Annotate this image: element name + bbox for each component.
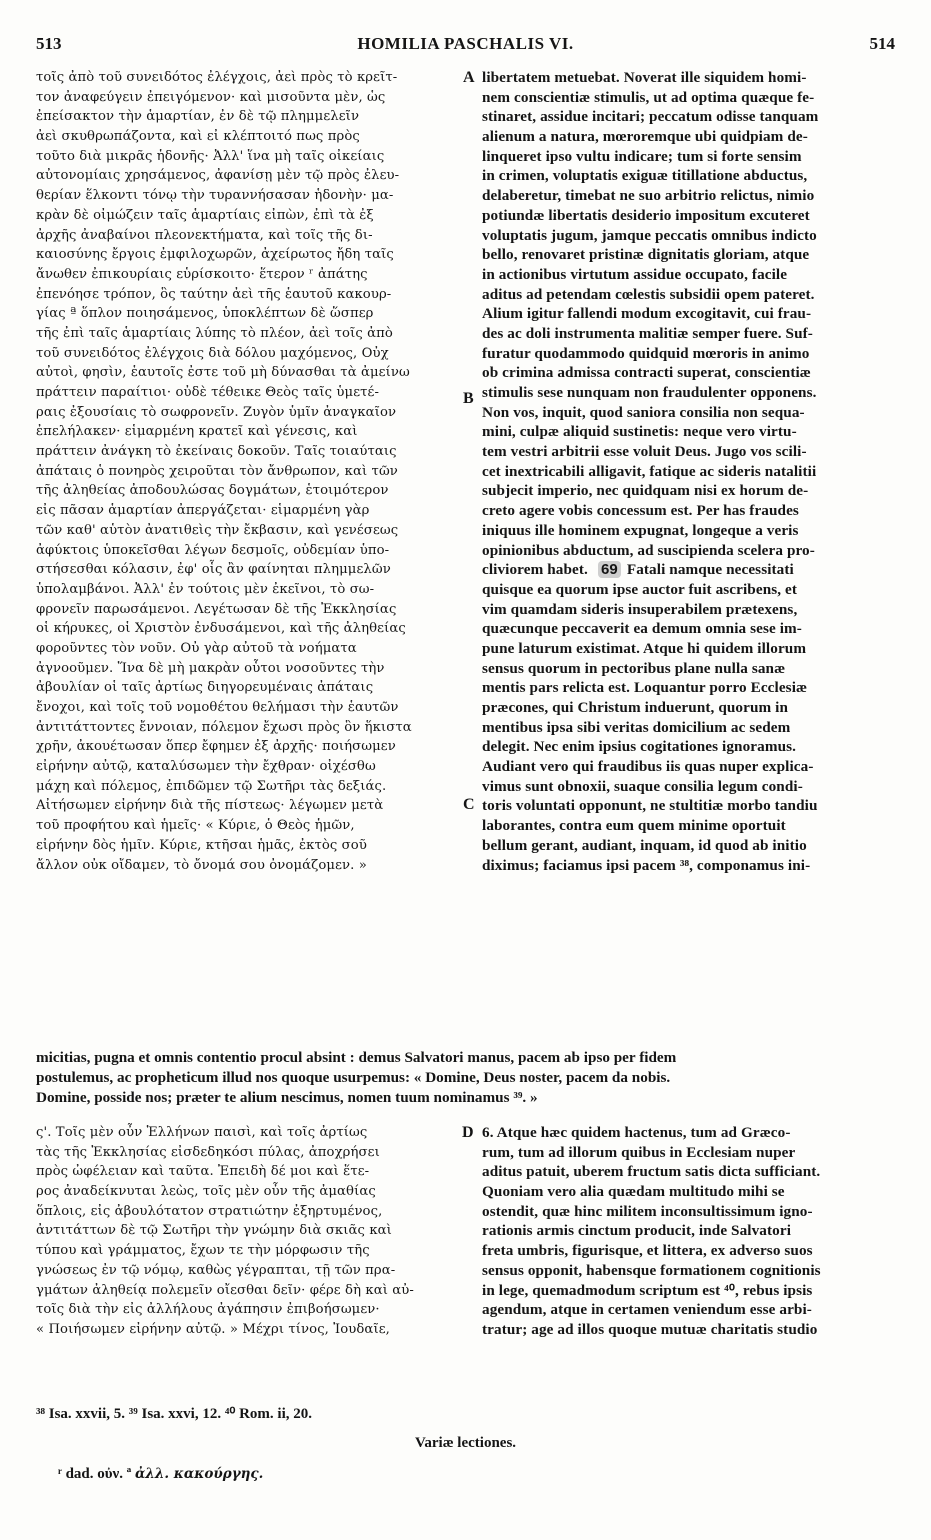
latin-text-line: furatur quodammodo quidquid mœroris in animo xyxy=(482,344,810,362)
greek-text-line: ρος ἀναδείκνυται λεὼς, τοῖς μὲν οὖν τῆς ἀμαθίας xyxy=(36,1184,376,1200)
greek-text-line: μάχη καὶ πόλεμος, ἐπιδῶμεν τῷ Σωτῆρι τὰς δεξιάς. xyxy=(36,778,387,794)
latin-column-top xyxy=(482,68,898,875)
latin-text-line: quæcunque peccaverit ea demum omnia sese im- xyxy=(482,620,802,638)
footnotes: ³⁸ Isa. xxvii, 5. ³⁹ Isa. xxvi, 12. ⁴⁰ Rom. ii, 20. xyxy=(36,1406,313,1422)
greek-text-line: τοῦ συνειδότος ἐλέγχοις διὰ δόλου μαχόμενος, Οὐχ xyxy=(36,345,389,361)
latin-text-line: voluptatis jugum, jamque peccatis omnibus indicto xyxy=(482,226,817,244)
greek-text-line: γμάτων ἀληθείᾳ πολεμεῖν οἴεσθαι δεῖν· φέρε δὴ καὶ αὐ- xyxy=(36,1282,414,1298)
greek-text-line: τύπου καὶ γράμματος, ἔχων τε τὴν μόρφωσιν τῆς xyxy=(36,1243,370,1259)
greek-text-line: ἀγνοοῦμεν. Ἵνα δὲ μὴ μακρὰν οὗτοι νοσοῦντες τὴν xyxy=(36,660,385,676)
greek-text-line: γίας ª ὅπλον ποιησάμενος, ὑποκλέπτων δὲ ὥσπερ xyxy=(36,306,374,322)
page-number-left: 513 xyxy=(36,34,62,53)
latin-text-line: in crimen, voluptatis exiguæ titillatione abductus, xyxy=(482,167,808,185)
latin-text-segment: cliviorem habet. xyxy=(482,561,588,579)
latin-text-line: pune laturum existimat. Atque hi quidem illorum xyxy=(482,639,807,657)
latin-text-line: aditus ad petendam cœlestis subsidii opem pateret. xyxy=(482,285,815,303)
latin-text-line: tem vestri arbitrii esse voluit Deus. Jugo vos scili- xyxy=(482,443,807,461)
greek-text-line: εἰρήνην αὐτῷ, καταλύσωμεν τὴν ἔχθραν· οἰχέσθω xyxy=(36,759,376,775)
margin-marker-c: C xyxy=(463,796,475,813)
greek-text-line: ἀρχῆς ἀναβαίνοι πλεονεκτήματα, καὶ τοῖς τῆς δι- xyxy=(36,227,373,243)
latin-text-line: aditus patuit, uberem fructum satis dicta sufficiant. xyxy=(482,1163,821,1181)
greek-text-line: φοροῦντες τὸν νοῦν. Οὐ γὰρ αὐτοῦ τὰ νοήματα xyxy=(36,640,357,656)
greek-text-line: τοῖς διὰ τὴν εἰς ἀλλήλους ἀγάπησιν ἐπιβοήσωμεν· xyxy=(36,1302,380,1318)
greek-text-line: τοῖς ἀπὸ τοῦ συνειδότος ἐλέγχοις, ἀεὶ πρὸς τὸ κρεῖτ- xyxy=(36,70,398,85)
greek-text-line: πράττειν παραίτιοι· οὐδὲ τέθεικε Θεὸς ταῖς ὑμετέ- xyxy=(36,385,380,400)
latin-text-line: freta umbris, figurisque, et littera, ex adverso suos xyxy=(482,1242,813,1260)
latin-text-line: sensus quorum in pectoribus plane nulla sanæ xyxy=(482,659,786,677)
latin-text-line: subjecit imperio, nec quidquam nisi ex horum de- xyxy=(482,482,809,500)
greek-text-line: ἐπείσακτον τὴν ἁμαρτίαν, ἐν δὲ τῷ πλημμελεῖν xyxy=(36,109,360,125)
latin-text-line: diximus; faciamus ipsi pacem ³⁸, componamus ini- xyxy=(482,856,811,874)
greek-text-line: Αἰτήσωμεν εἰρήνην διὰ τῆς πίστεως· λέγωμεν μετὰ xyxy=(36,798,384,814)
margin-marker-b: B xyxy=(463,390,474,407)
latin-column-bottom xyxy=(482,1123,898,1340)
latin-text-line: iniquus ille hominem expugnat, longeque a veris xyxy=(482,521,799,539)
greek-text-line: ς'. Τοῖς μὲν οὖν Ἑλλήνων παισὶ, καὶ τοῖς ἀρτίως xyxy=(36,1125,368,1140)
latin-text-line: Alium igitur fallendi modum excogitavit, cui frau- xyxy=(482,305,812,323)
variant-reading xyxy=(58,1466,263,1483)
greek-text-line: ἀφύκτοις ὑποκεῖσθαι λέγων δεσμοῖς, οὐδεμίαν ὑπο- xyxy=(36,542,390,558)
page-number-right: 514 xyxy=(869,34,895,53)
greek-text-line: τον ἀναφεύγειν ἐπειγόμενον· καὶ μισοῦντα μὲν, ὡς xyxy=(36,89,386,105)
latin-text-segment: Fatali namque necessitati xyxy=(626,561,794,579)
latin-text-line: toris voluntati opponunt, ne stultitiæ morbo tandiu xyxy=(482,797,818,815)
greek-text-line: αὐτοὶ, φησὶν, ἑαυτοῖς ἐστε τοῦ μὴ δύνασθαι τὰ ἀμείνω xyxy=(36,365,410,381)
page-header xyxy=(36,34,895,60)
running-title: HOMILIA PASCHALIS VI. xyxy=(357,34,574,53)
latin-text-line: alienum a natura, mœroremque ubi quidpiam de- xyxy=(482,128,808,146)
latin-text-line: Quoniam vero alia quædam multitudo mihi se xyxy=(482,1183,785,1201)
greek-text-line: καιοσύνης ἔργοις ἐμφιλοχωρῶν, ἀχείρωτος ἤδη ταῖς xyxy=(36,247,394,263)
greek-text-line: στήσεσθαι κόλασιν, ἐφ' οἷς ἂν φαίνηται πλημμελῶν xyxy=(36,562,391,578)
greek-text-line: ἀπάταις ὁ πονηρὸς χειροῦται τὸν ἄνθρωπον, καὶ τῶν xyxy=(36,463,398,479)
full-width-text-line: Domine, posside nos; præter te alium nescimus, nomen tuum nominamus ³⁹. » xyxy=(36,1089,538,1106)
full-width-text-line: postulemus, ac propheticum illud nos quoque usurpemus: « Domine, Deus noster, pacem da nobis. xyxy=(36,1069,671,1086)
latin-text-line: libertatem metuebat. Noverat ille siquidem homi- xyxy=(482,69,807,86)
greek-text-line: τῶν καθ' αὑτὸν ἀνατιθεὶς τὴν ἔκβασιν, καὶ γενέσεως xyxy=(36,522,399,538)
latin-text-line: des ac doli instrumenta malitiæ semper fuere. Suf- xyxy=(482,324,813,342)
greek-text-line: « Ποιήσωμεν εἰρήνην αὐτῷ. » Μέχρι τίνος, Ἰουδαῖε, xyxy=(36,1321,390,1337)
latin-text-line: linqueret ipso vultu indicare; tum si forte sensim xyxy=(482,147,802,165)
greek-text-line: τῆς ἐπὶ ταῖς ἁμαρτίαις λύπης τὸ πλέον, ἀεὶ τοῖς ἀπὸ xyxy=(36,325,393,341)
greek-text-line: πρὸς ὠφέλειαν καὶ ταῦτα. Ἐπειδὴ δέ μοι καὶ ἕτε- xyxy=(36,1164,370,1180)
greek-text-line: θερίαν ἕλκοντι τόνῳ τὴν τυραννήσασαν ἡδονὴν· μα- xyxy=(36,188,394,204)
greek-column-top xyxy=(36,68,458,875)
greek-text-line: οἱ κήρυκες, οἱ Χριστὸν ἐνδυσάμενοι, καὶ τῆς ἀληθείας xyxy=(36,621,406,637)
latin-text-line: creto agere vobis concessum est. Per has fraudes xyxy=(482,502,799,520)
latin-text-line: Non vos, inquit, quod saniora consilia non sequa- xyxy=(482,403,805,421)
latin-text-line: mentis pars relicta est. Loquantur porro Ecclesiæ xyxy=(482,679,808,697)
latin-text-line: in actionibus virtutum assidue occupato, facile xyxy=(482,265,788,283)
latin-text-line: Audiant vero qui fraudibus iis quas nuper explica- xyxy=(482,758,814,776)
latin-text-line: bellum gerant, audiant, inquam, id quod ab initio xyxy=(482,836,807,854)
latin-text-line: bello, renovaret pristinæ dignitatis gloriam, atque xyxy=(482,246,810,264)
greek-text-line: ραις ἐξουσίαις τὸ σωφρονεῖν. Ζυγὸν ὑμῖν ἀναγκαῖον xyxy=(36,404,397,420)
greek-text-line: ἀβουλίαν οἱ ταῖς ἀρτίως διηγορευμέναις ἀπάταις xyxy=(36,680,374,696)
greek-text-line: εἰρήνην δὸς ἡμῖν. Κύριε, κτῆσαι ἡμᾶς, ἐκτὸς σοῦ xyxy=(36,837,367,853)
greek-text-line: τοῦτο διὰ μικρᾶς ἡδονῆς· Ἀλλ' ἵνα μὴ ταῖς οἰκείαις xyxy=(36,148,385,164)
greek-text-line: ὑπολαμβάνοι. Ἀλλ' ἐν τούτοις μὲν ἐκεῖνοι, τὸ σω- xyxy=(36,581,375,597)
variant-greek: ἀλλ. κακούργης. xyxy=(135,1466,264,1482)
greek-text-line: αὐτονομίαις χρησάμενος, ἀφανίσῃ μὲν τῷ πρὸς ἐλευ- xyxy=(36,168,400,184)
greek-text-line: τοῦ προφήτου καὶ ἡμεῖς· « Κύριε, ὁ Θεὸς ἡμῶν, xyxy=(36,818,355,834)
latin-text-line: 6. Atque hæc quidem hactenus, tum ad Græco- xyxy=(482,1124,791,1141)
latin-text-line: potiundæ libertatis desiderio impositum excuteret xyxy=(482,206,810,224)
latin-text-line: ob crimina admissa contracti superat, conscientiæ xyxy=(482,364,811,382)
latin-text-line: rationis armis cinctum producit, inde Salvatori xyxy=(482,1222,792,1240)
greek-text-line: ἔνοχοι, καὶ τοῖς τοῦ νομοθέτου θελήμασι τὴν ἑαυτῶν xyxy=(36,700,399,715)
latin-text-line: mini, culpæ aliquid sustinetis: neque vero virtu- xyxy=(482,423,797,441)
greek-text-line: ἄλλον οὐκ οἴδαμεν, τὸ ὄνομά σου ὀνομάζομεν. » xyxy=(36,857,367,873)
greek-text-line: ὅπλοις, εἰς ἀβουλότατον στρατιώτην ἐξηρτυμένος, xyxy=(36,1203,383,1219)
full-width-passage xyxy=(36,1048,896,1108)
margin-marker-a: A xyxy=(463,69,475,86)
latin-text-line xyxy=(482,560,898,580)
latin-text-line: ostendit, quæ hinc militem inconsultissimum igno- xyxy=(482,1202,813,1220)
latin-text-line: in lege, quemadmodum scriptum est ⁴⁰, rebus ipsis xyxy=(482,1281,813,1299)
latin-text-line: stinaret, assidue incitari; peccatum odisse tanquam xyxy=(482,108,819,126)
latin-text-line: vim quamdam sideris insuperabilem prætexens, xyxy=(482,600,798,618)
greek-text-line: τῆς ἀληθείας ἀποδουλώσας δογμάτων, ἑτοιμότερον xyxy=(36,483,389,499)
greek-text-line: ἐπενόησε τρόπον, ὃς ταύτην ἀεὶ τῆς ἑαυτοῦ κακουρ- xyxy=(36,286,392,302)
latin-text-line: tratur; age ad illos quoque mutuæ charitatis studio xyxy=(482,1320,818,1338)
latin-text-line: stimulis sese nunquam non fraudulenter opponens. xyxy=(482,384,817,401)
latin-text-line: laborantes, contra eum quem minime oportuit xyxy=(482,817,786,835)
greek-text-line: ἄνωθεν ἐπικουρίαις εὑρίσκοιτο· ἕτερον ʳ ἀπάτης xyxy=(36,266,368,282)
latin-text-line: opinionibus abductum, ad suscipienda scelera pro- xyxy=(482,541,815,559)
greek-text-line: ἐπελήλακεν· εἱμαρμένη κρατεῖ καὶ γένεσις, καὶ xyxy=(36,424,358,440)
variant-label: ʳ dad. οὐν. ª xyxy=(58,1466,132,1482)
latin-text-line: sensus opponit, habensque formationem cognitionis xyxy=(482,1261,821,1279)
column-number-badge: 69 xyxy=(598,561,621,578)
full-width-text-line: micitias, pugna et omnis contentio procul absint : demus Salvatori manus, pacem ab ipso per fidem xyxy=(36,1049,677,1066)
latin-text-line: delegit. Nec enim ipsius cogitationes ignoramus. xyxy=(482,738,797,756)
latin-text-line: delaberetur, timebat ne suo arbitrio relictus, nimio xyxy=(482,187,815,205)
greek-text-line: ἀντιτάττων δὲ τῷ Σωτῆρι τὴν γνώμην διὰ σκιᾶς καὶ xyxy=(36,1223,392,1239)
greek-text-line: γνώσεως ἐν τῷ νόμῳ, καθὼς γέγραπται, τῇ τῶν πρα- xyxy=(36,1262,396,1278)
greek-text-line: τὰς τῆς Ἐκκλησίας εἰσδεδηκόσι πύλας, ἀποχρήσει xyxy=(36,1144,380,1160)
greek-text-line: ἀντιτάττοντες ἔννοιαν, πόλεμον ἔχωσι πρὸς ὃν ἥκιστα xyxy=(36,719,412,735)
margin-marker-d: D xyxy=(462,1124,474,1141)
greek-text-line: πράττειν ἀνάγκη τὸ ἐκείναις δοκοῦν. Ταῖς τοιαύταις xyxy=(36,444,397,460)
greek-text-line: κρὰν δὲ οἰμώζειν ταῖς ἁμαρτίαις εἰπὼν, ἐπὶ τὰ ἐξ xyxy=(36,207,374,223)
greek-text-line: χρῆν, ἀκουέτωσαν ὅπερ ἔφημεν ἐξ ἀρχῆς· ποιήσωμεν xyxy=(36,739,396,755)
latin-text-line: quisque ea quorum ipse auctor fuit ascribens, et xyxy=(482,580,798,598)
latin-text-line: mentibus ipsa sibi veritas domicilium ac sedem xyxy=(482,718,791,736)
greek-text-line: εἰς πᾶσαν ἁμαρτίαν ἀπεργάζεται· εἱμαρμένη γὰρ xyxy=(36,503,370,519)
latin-text-line: rum, tum ad illorum quibus in Ecclesiam nuper xyxy=(482,1143,796,1161)
latin-text-line: nem conscientiæ stimulis, ut ad optima quæque fe- xyxy=(482,88,815,106)
latin-text-line: agendum, atque in certamen veniendum esse arbi- xyxy=(482,1301,812,1319)
latin-text-line: cet inextricabili alligavit, fatique ac sideris natalitii xyxy=(482,462,817,480)
greek-text-line: ἀεὶ σκυθρωπάζοντα, καὶ εἰ κλέπτοιτό πως πρὸς xyxy=(36,129,360,145)
latin-text-line: vimus sunt obnoxii, suaque consilia legum condi- xyxy=(482,777,803,795)
greek-column-bottom xyxy=(36,1123,458,1340)
variae-lectiones-heading: Variæ lectiones. xyxy=(414,1435,517,1451)
latin-text-line: præcones, qui Christum induerunt, quorum in xyxy=(482,699,789,716)
greek-text-line: φρονεῖν παρωσάμενοι. Λεγέτωσαν δὲ τῆς Ἐκκλησίας xyxy=(36,601,397,617)
